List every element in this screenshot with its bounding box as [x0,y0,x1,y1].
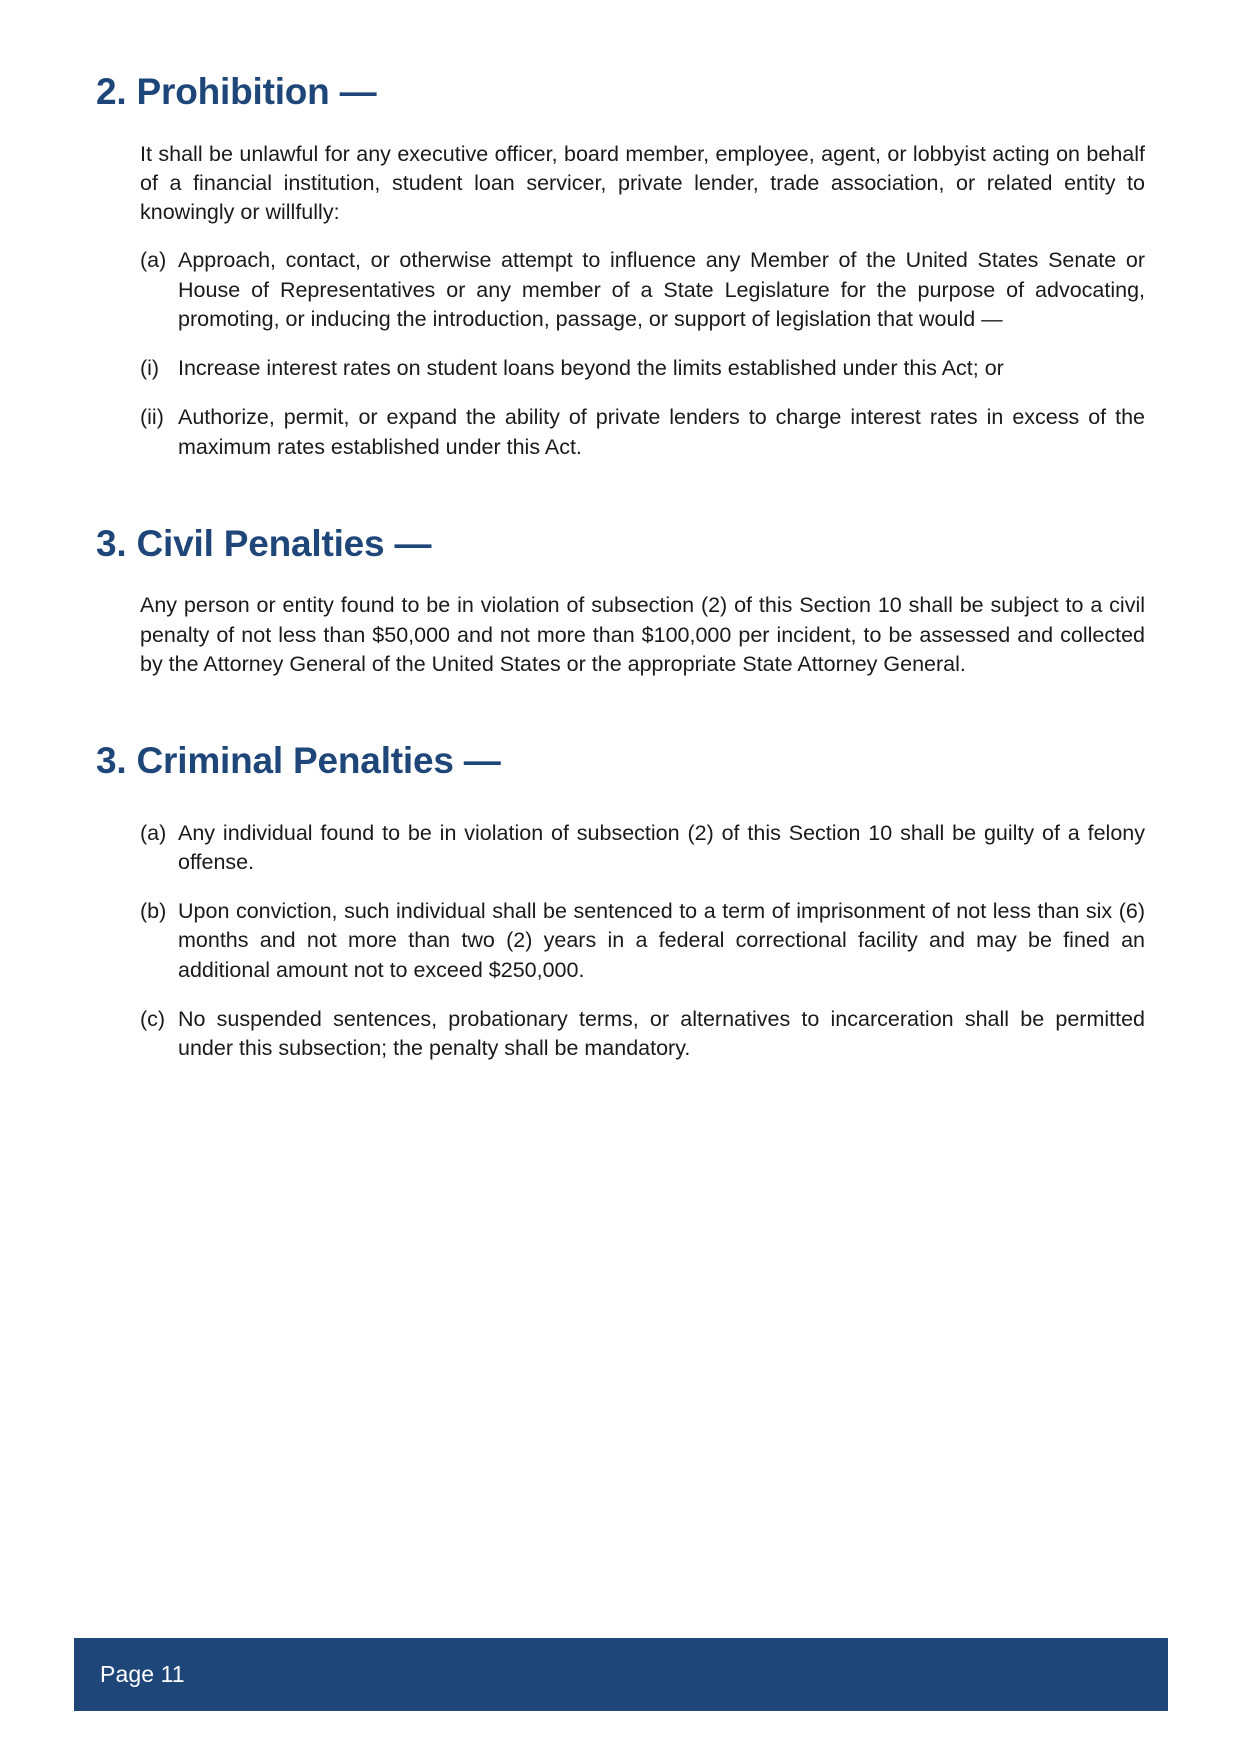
list-item-marker: (a) [140,820,167,845]
civil-penalties-paragraph: Any person or entity found to be in violation of subsection (2) of this Section 10 shall be subject to a civil penalty of not less than $50,000 and not more than $100,000 per incident, to be assessed and collected by the Attorney General of the United States or the appropriate State Attorney General. [140,593,1145,676]
list-item-marker: (i) [140,356,160,381]
list-item [140,354,1145,383]
prohibition-intro-wrap [96,140,1145,228]
list-item [140,1005,1145,1063]
list-item-marker: (ii) [140,405,164,430]
list-item-text: No suspended sentences, probationary terms, or alternatives to incarceration shall be permitted under this subsection; the penalty shall be mandatory. [178,1006,1145,1061]
heading-spacer [96,783,1145,809]
list-item-text: Upon conviction, such individual shall be sentenced to a term of imprisonment of not less than six (6) months and not more than two (2) years in a federal correctional facility and may be fined an additional amount not to exceed $250,000. [178,899,1145,982]
prohibition-items-wrap [96,246,1145,461]
heading-spacer [96,114,1145,140]
list-item-text: Any individual found to be in violation of subsection (2) of this Section 10 shall be guilty of a felony offense. [178,820,1145,875]
civil-penalties-body-wrap [96,591,1145,679]
heading-spacer [96,565,1145,591]
list-item [140,819,1145,877]
page-footer-bar [74,1638,1168,1711]
section-heading-prohibition: 2. Prohibition — [96,71,377,112]
prohibition-intro-paragraph: It shall be unlawful for any executive officer, board member, employee, agent, or lobbyist acting on behalf of a financial institution, student loan servicer, private lender, trade association, or related entity to knowingly or willfully: [140,141,1145,225]
list-item-text: Approach, contact, or otherwise attempt to influence any Member of the United States Senate or House of Representatives or any member of a State Legislature for the purpose of advocating, promoting, or inducing the introduction, passage, or support of legislation that would — [178,248,1145,331]
list-item [140,403,1145,461]
prohibition-item-list [140,246,1145,461]
section-criminal-penalties [96,739,1145,1063]
section-civil-penalties [96,522,1145,679]
section-heading-criminal-penalties: 3. Criminal Penalties — [96,740,501,782]
list-item [140,897,1145,985]
list-item-marker: (b) [140,899,167,924]
criminal-penalties-items-wrap [96,819,1145,1064]
list-item-text: Increase interest rates on student loans beyond the limits established under this Act; or [178,356,1004,381]
section-heading-civil-penalties: 3. Civil Penalties — [96,522,432,564]
list-item [140,246,1145,334]
list-item-marker: (a) [140,248,167,273]
list-item-marker: (c) [140,1006,166,1031]
list-item-text: Authorize, permit, or expand the ability of private lenders to charge interest rates in excess of the maximum rates established under this Act. [178,405,1145,459]
page-number-label: Page 11 [100,1661,185,1687]
criminal-penalties-item-list [140,819,1145,1064]
section-prohibition [96,70,1145,462]
